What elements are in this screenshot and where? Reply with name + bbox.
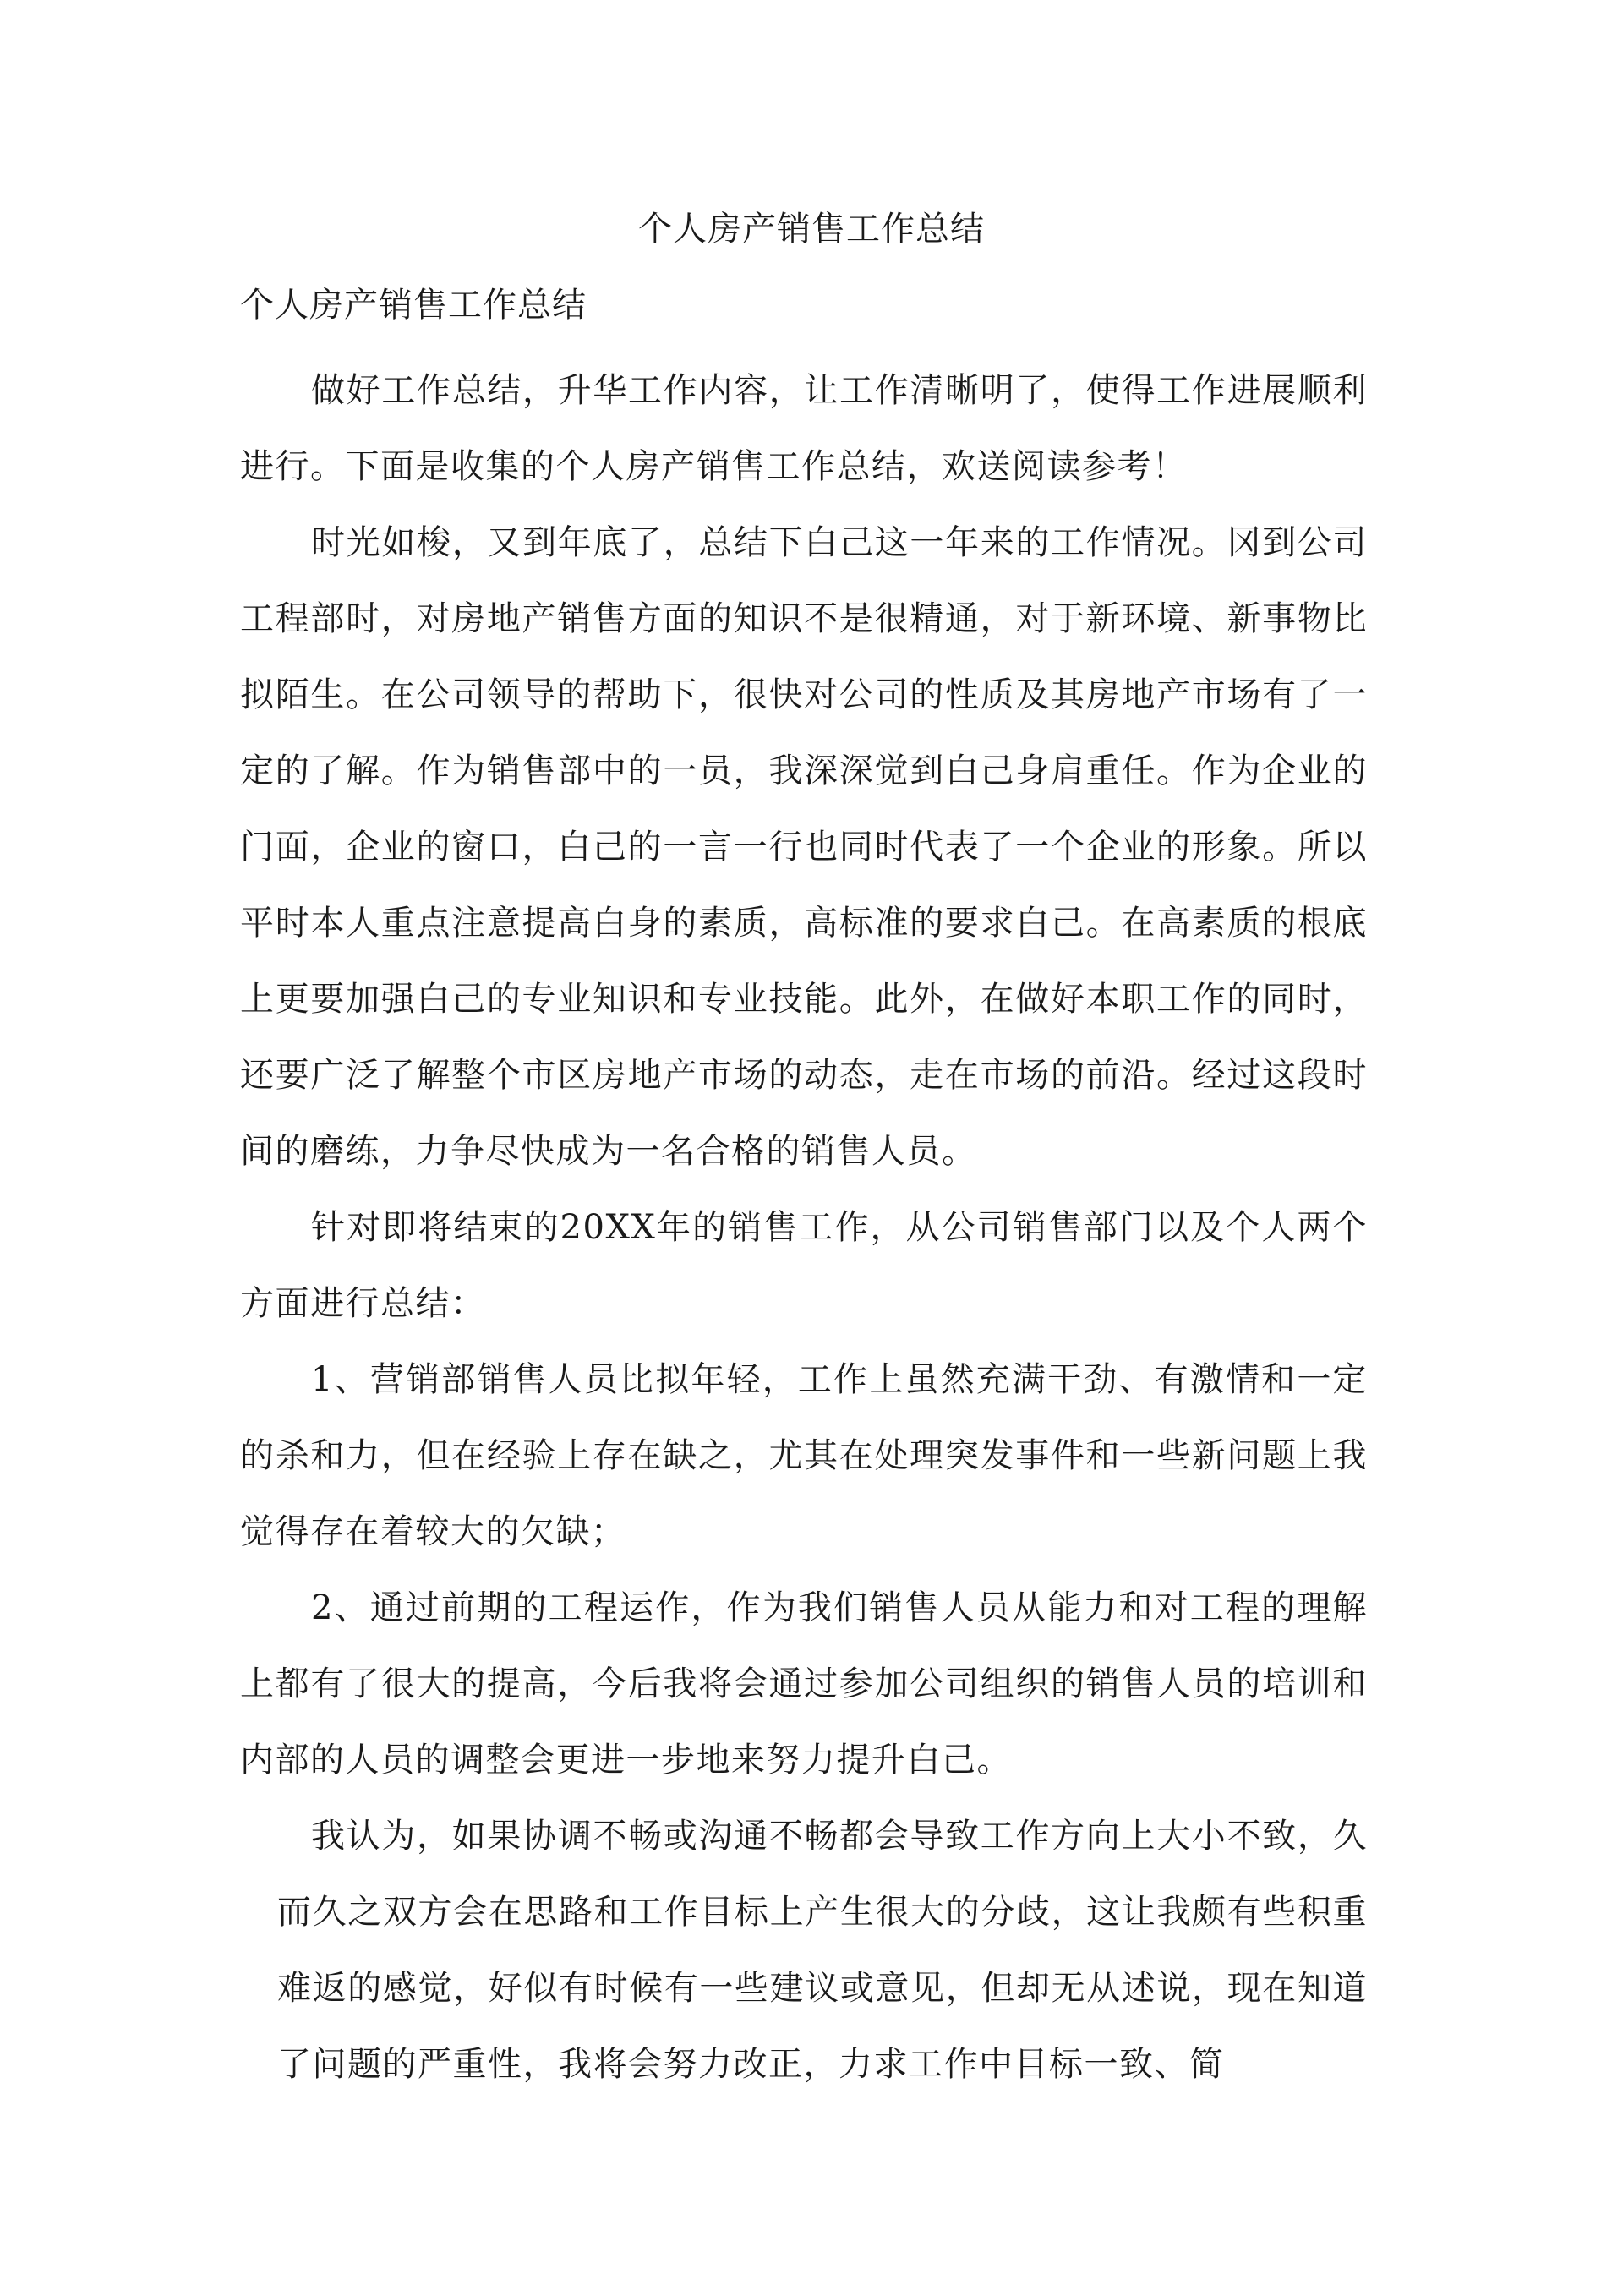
document-body (240, 353, 1368, 2102)
document-title: 个人房产销售工作总结 (638, 210, 985, 249)
paragraph-opinion: 我认为，如果协调不畅或沟通不畅都会导致工作方向上大小不致，久而久之双方会在思路和工作目标上产生很大的分歧，这让我颇有些积重难返的感觉，好似有时候有一些建议或意见，但却无从述说，现在知道了问题的严重性，我将会努力改正，力求工作中目标一致、简 (277, 1817, 1368, 2084)
paragraph-point-1: 1、营销部销售人员比拟年轻，工作上虽然充满干劲、有激情和一定的杀和力，但在经验上存在缺之，尤其在处理突发事件和一些新问题上我觉得存在着较大的欠缺； (240, 1360, 1368, 1551)
paragraph-review: 时光如梭，又到年底了，总结下白己这一年来的工作情况。冈到公司工程部时，对房地产销售方面的知识不是很精通，对于新环境、新事物比拟陌生。在公司领导的帮助下，很快对公司的性质及其房地产市场有了一定的了解。作为销售部中的一员，我深深觉到白己身肩重任。作为企业的门面，企业的窗口，白己的一言一行也同时代表了一个企业的形象。所以平时本人重点注意提高白身的素质，高标准的要求白己。在高素质的根底上更要加强白己的专业知识和专业技能。此外，在做好本职工作的同时，还要广泛了解整个市区房地产市场的动态，走在市场的前沿。经过这段时间的磨练，力争尽快成为一名合格的销售人员。 (240, 523, 1368, 1171)
paragraph-summary-intro: 针对即将结束的20XX年的销售工作，从公司销售部门以及个人两个方面进行总结： (240, 1208, 1368, 1323)
document-subtitle: 个人房产销售工作总结 (240, 286, 587, 325)
paragraph-intro: 做好工作总结，升华工作内容，让工作清晰明了，使得工作进展顺利进行。下面是收集的个人房产销售工作总结，欢送阅读参考！ (240, 371, 1368, 486)
paragraph-point-2: 2、通过前期的工程运作，作为我们销售人员从能力和对工程的理解上都有了很大的提高，今后我将会通过参加公司组织的销售人员的培训和内部的人员的调整会更进一步地来努力提升白己。 (240, 1588, 1368, 1779)
